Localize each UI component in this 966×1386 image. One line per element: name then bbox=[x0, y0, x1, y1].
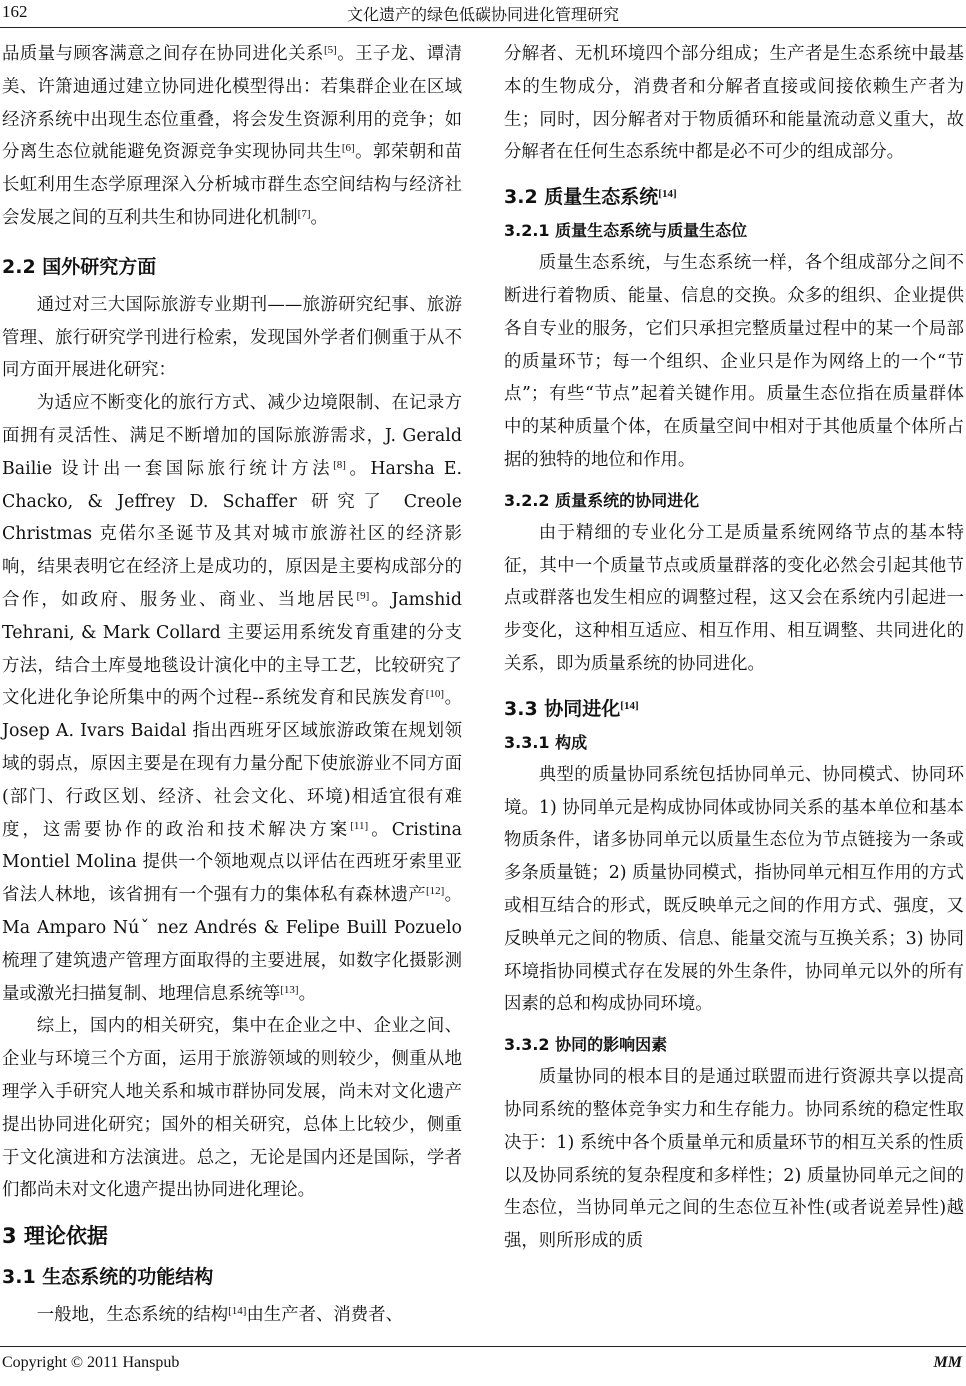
paragraph-foreign-studies: 为适应不断变化的旅行方式、减少边境限制、在记录方面拥有灵活性、满足不断增加的国际旅游需求，J. Gerald Bailie 设计出一套国际旅行统计方法[8]。Harsha E. Chacko, & Jeffrey D. Schaffer 研究了 Creole Christmas 克偌尔圣诞节及其对城市旅游社区的经济影响，结果表明它在经济上是成功的，原因是主要构成部分的合作，如政府、服务业、商业、当地居民[9]。Jamshid Tehrani, & Mark Collard 主要运用系统发育重建的分支方法，结合土库曼地毯设计演化中的主导工艺，比较研究了文化进化争论所集中的两个过程--系统发育和民族发育[10]。Josep A. Ivars Baidal 指出西班牙区域旅游政策在规划领域的弱点，原因主要是在现有力量分配下使旅游业不同方面(部门、行政区划、经济、社会文化、环境)相适宜很有难度，这需要协作的政治和技术解决方案[11]。Cristina Montiel Molina 提供一个领地观点以评估在西班牙索里亚省法人林地，该省拥有一个强有力的集体私有森林遗产[12]。Ma Amparo Núˇ nez Andrés & Felipe Buill Pozuelo 梳理了建筑遗产管理方面取得的主要进展，如数字化摄影测量或激光扫描复制、地理信息系统等[13]。 bbox=[2, 393, 462, 1004]
paragraph-quality-ecosystem: 质量生态系统，与生态系统一样，各个组成部分之间不断进行着物质、能量、信息的交换。众多的组织、企业提供各自专业的服务，它们只承担完整质量过程中的某一个局部的质量环节；每一个组织、企业只是作为网络上的一个“节点”；有些“节点”起着关键作用。质量生态位指在质量群体中的某种质量个体，在质量空间中相对于其他质量个体所占据的独特的地位和作用。 bbox=[504, 253, 964, 470]
citation-ref[interactable]: [14] bbox=[658, 188, 677, 201]
paragraph-co-evolution: 由于精细的专业化分工是质量系统网络节点的基本特征，其中一个质量节点或质量群落的变化必然会引起其他节点或群落也发生相应的调整过程，这又会在系统内引起进一步变化，这种相互适应、相互作用、相互调整、共同进化的关系，即为质量系统的协同进化。 bbox=[504, 522, 964, 674]
paragraph-influencing-factors: 质量协同的根本目的是通过联盟而进行资源共享以提高协同系统的整体竞争实力和生存能力。协同系统的稳定性取决于：1) 系统中各个质量单元和质量环节的相互关系的性质以及协同系统的复杂程度和多样性；2) 质量协同单元之间的生态位，当协同单元之间的生态位互补性(或者说差异性)越强，则所形成的质 bbox=[504, 1067, 964, 1252]
paragraph-domestic-research-end: 品质量与顾客满意之间存在协同进化关系[5]。王子龙、谭清美、许箫迪通过建立协同进化模型得出：若集群企业在区域经济系统中出现生态位重叠，将会发生资源利用的竞争；如分离生态位就能避免资源竞争实现协同共生[6]。郭荣朝和苗长虹利用生态学原理深入分析城市群生态空间结构与经济社会发展之间的互利共生和协同进化机制[7]。 bbox=[2, 44, 462, 228]
paragraph-foreign-intro: 通过对三大国际旅游专业期刊——旅游研究纪事、旅游管理、旅行研究学刊进行检索，发现国外学者们侧重于从不同方面开展进化研究： bbox=[2, 294, 462, 381]
section-heading-3-1: 3.1 生态系统的功能结构 bbox=[2, 1266, 214, 1289]
citation-ref[interactable]: [11] bbox=[350, 819, 369, 832]
citation-ref[interactable]: [10] bbox=[425, 688, 445, 701]
section-heading-3-3-2: 3.3.2 协同的影响因素 bbox=[504, 1035, 668, 1055]
citation-ref[interactable]: [7] bbox=[297, 207, 311, 220]
page-header bbox=[0, 0, 966, 30]
section-heading-3-2: 3.2 质量生态系统[14] bbox=[504, 186, 677, 209]
page-footer bbox=[0, 1346, 966, 1386]
section-heading-3-3-1: 3.3.1 构成 bbox=[504, 732, 588, 752]
paragraph-summary: 综上，国内的相关研究，集中在企业之中、企业之间、企业与环境三个方面，运用于旅游领域的则较少，侧重从地理学入手研究人地关系和城市群协同发展，尚未对文化遗产提出协同进化研究；国外的相关研究，总体上比较少，侧重于文化演进和方法演进。总之，无论是国内还是国际，学者们都尚未对文化遗产提出协同进化理论。 bbox=[2, 1016, 462, 1201]
citation-ref[interactable]: [14] bbox=[228, 1305, 247, 1318]
paragraph-ecosystem-components: 分解者、无机环境四个部分组成；生产者是生态系统中最基本的生物成分，消费者和分解者直接或间接依赖生产者为生；同时，因分解者对于物质循环和能量流动意义重大，故分解者在任何生态系统中都是必不可少的组成部分。 bbox=[504, 44, 964, 163]
left-column bbox=[2, 38, 462, 1332]
citation-ref[interactable]: [6] bbox=[341, 142, 355, 155]
citation-ref[interactable]: [14] bbox=[620, 699, 639, 712]
header-rule bbox=[0, 27, 966, 28]
section-heading-3-2-2: 3.2.2 质量系统的协同进化 bbox=[504, 490, 700, 510]
footer-rule bbox=[0, 1346, 966, 1347]
section-heading-3: 3 理论依据 bbox=[2, 1224, 108, 1249]
citation-ref[interactable]: [13] bbox=[280, 983, 299, 996]
paragraph-composition: 典型的质量协同系统包括协同单元、协同模式、协同环境。1) 协同单元是构成协同体或协同关系的基本单位和基本物质条件，诸多协同单元以质量生态位为节点链接为一条或多条质量链；2) 质量协同模式，指协同单元相互作用的方式或相互结合的形式，既反映单元之间的作用方式、强度，又反映单元之间的物质、信息、能量交流与互换关系；3) 协同环境指协同模式存在发展的外生条件，协同单元以外的所有因素的总和构成协同环境。 bbox=[504, 764, 964, 1015]
running-title: 文化遗产的绿色低碳协同进化管理研究 bbox=[346, 5, 619, 24]
copyright-notice: Copyright © 2011 Hanspub bbox=[2, 1354, 180, 1371]
section-heading-3-3: 3.3 协同进化[14] bbox=[504, 697, 639, 720]
page-number: 162 bbox=[2, 2, 28, 21]
section-heading-2-2: 2.2 国外研究方面 bbox=[2, 255, 157, 278]
citation-ref[interactable]: [12] bbox=[425, 885, 445, 898]
right-column bbox=[504, 38, 964, 1258]
journal-abbreviation: MM bbox=[933, 1354, 962, 1371]
citation-ref[interactable]: [9] bbox=[356, 589, 370, 602]
paragraph-ecosystem-structure: 一般地，生态系统的结构[14]由生产者、消费者、 bbox=[36, 1305, 403, 1326]
citation-ref[interactable]: [5] bbox=[323, 44, 337, 56]
section-heading-3-2-1: 3.2.1 质量生态系统与质量生态位 bbox=[504, 221, 748, 241]
citation-ref[interactable]: [8] bbox=[333, 458, 346, 471]
